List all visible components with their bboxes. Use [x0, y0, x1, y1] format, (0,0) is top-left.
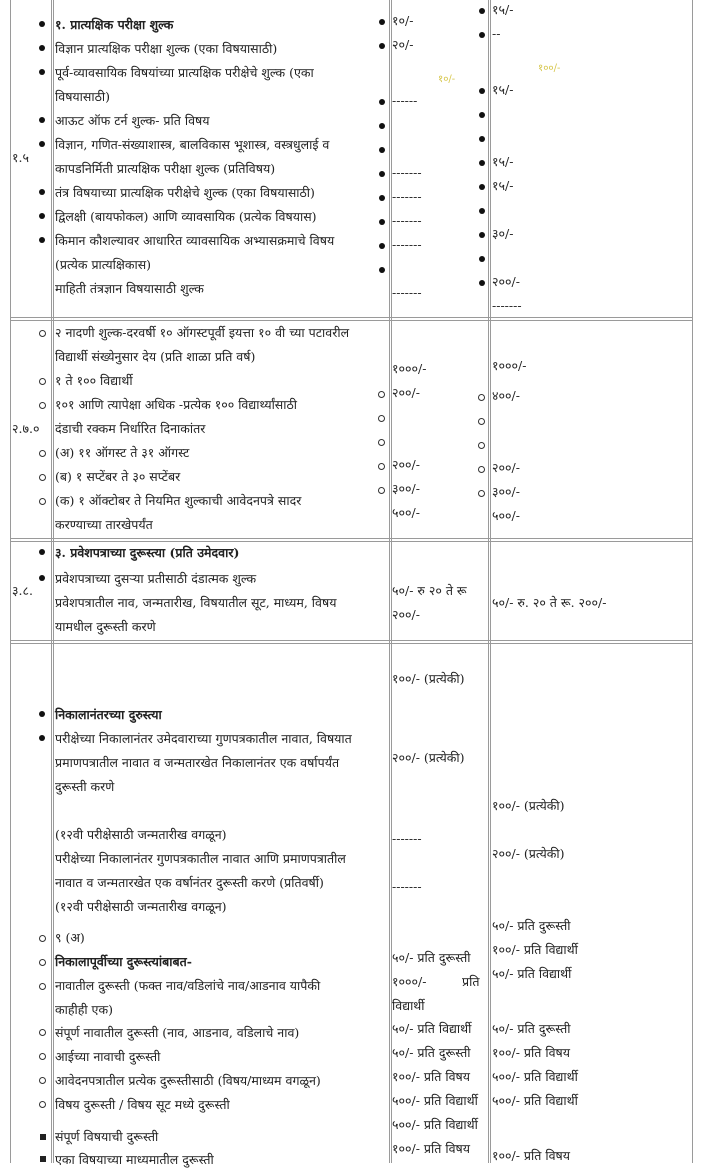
circle-bullet-icon [39, 450, 46, 457]
table-border [389, 0, 390, 1163]
circle-bullet-icon [39, 1077, 46, 1084]
section-number: १.५ [12, 150, 29, 165]
bullet-icon [39, 117, 45, 123]
fee-item: विद्यार्थी संख्येनुसार देय (प्रति शाळा प्रति वर्ष) [55, 349, 256, 364]
fee-item [55, 61, 389, 85]
fee-value: १००/- प्रति विषय [392, 1141, 471, 1156]
fee-value: ------- [392, 165, 422, 180]
circle-bullet-icon [39, 983, 46, 990]
bullet-icon [479, 208, 485, 214]
fee-item: विषय दुरूस्ती / विषय सूट मध्ये दुरूस्ती [55, 1097, 230, 1112]
bullet-icon [479, 232, 485, 238]
bullet-icon [479, 112, 485, 118]
fee-value: २००/- [492, 274, 520, 289]
circle-bullet-icon [39, 402, 46, 409]
fee-value: ५०/- प्रति दुरूस्ती [492, 1021, 571, 1036]
fee-value: ५०/- प्रति दुरूस्ती [392, 1045, 471, 1060]
bullet-icon [379, 243, 385, 249]
fee-item: नावातील दुरूस्ती (फक्त नाव/वडिलांचे नाव/आडनाव यापैकी [55, 978, 321, 993]
circle-bullet-icon [39, 1029, 46, 1036]
bullet-icon [479, 280, 485, 286]
table-border [488, 0, 489, 1163]
circle-bullet-icon [39, 498, 46, 505]
fee-item: एका विषयाच्या माध्यमातील दुरूस्ती [55, 1152, 214, 1167]
fee-value: २००/- (प्रत्येकी) [392, 750, 465, 765]
fee-value: ५०/- प्रति दुरूस्ती [492, 918, 571, 933]
fee-value: प्रति [462, 974, 480, 989]
bullet-icon [479, 8, 485, 14]
fee-item: माहिती तंत्रज्ञान विषयासाठी शुल्क [55, 281, 204, 296]
row-divider [10, 643, 693, 644]
fee-item: किमान कौशल्यावर आधारित व्यावसायिक अभ्यासक्रमाचे विषय [55, 233, 335, 248]
circle-bullet-icon [378, 391, 385, 398]
fee-value: २००/- [492, 460, 520, 475]
fee-value: २००/- [392, 607, 420, 622]
fee-item: विज्ञान प्रात्यक्षिक परीक्षा शुल्क (एका विषयासाठी) [55, 41, 278, 56]
bullet-icon [479, 256, 485, 262]
fee-item: (प्रत्येक प्रात्यक्षिकास) [55, 257, 152, 272]
fee-value: ३००/- [492, 484, 520, 499]
fee-item: २ नादणी शुल्क-दरवर्षी १० ऑगस्टपूर्वी इयत्ता १० वी च्या पटावरील [55, 325, 350, 340]
bullet-icon [39, 213, 45, 219]
fee-value: १०००/- [492, 358, 527, 373]
circle-bullet-icon [39, 330, 46, 337]
fee-value: १०/- [392, 13, 414, 28]
circle-bullet-icon [478, 418, 485, 425]
fee-item: दंडाची रक्कम निर्धारित दिनाकांतर [55, 421, 206, 436]
fee-value: ५०/- प्रति विद्यार्थी [492, 966, 572, 981]
bullet-icon [39, 189, 45, 195]
bullet-icon [39, 69, 45, 75]
circle-bullet-icon [478, 394, 485, 401]
fee-value: २०/- [392, 37, 414, 52]
bullet-icon [39, 141, 45, 147]
faint-mark: १००/- [538, 63, 561, 74]
fee-value: ------- [492, 298, 522, 313]
circle-bullet-icon [478, 490, 485, 497]
fee-value: ५००/- [492, 508, 520, 523]
fee-item: आवेदनपत्रातील प्रत्येक दुरूस्तीसाठी (विषय/माध्यम वगळून) [55, 1073, 321, 1088]
bullet-icon [479, 32, 485, 38]
circle-bullet-icon [378, 463, 385, 470]
bullet-icon [39, 237, 45, 243]
fee-value: २००/- [392, 385, 420, 400]
fee-value: २००/- [392, 457, 420, 472]
fee-value: ------- [392, 879, 422, 894]
fee-value: ------- [392, 831, 422, 846]
bullet-icon [379, 19, 385, 25]
bullet-icon [379, 99, 385, 105]
bullet-icon [479, 160, 485, 166]
bullet-icon [39, 735, 45, 741]
fee-item: प्रवेशपत्रातील नाव, जन्मतारीख, विषयातील सूट, माध्यम, विषय [55, 595, 337, 610]
fee-value: ------- [392, 285, 422, 300]
fee-item: ९ (अ) [55, 930, 85, 945]
fee-value: ------- [392, 189, 422, 204]
fee-item: (१२वी परीक्षेसाठी जन्मतारीख वगळून) [55, 827, 227, 842]
fee-item: यामधील दुरूस्ती करणे [55, 619, 156, 634]
table-border [692, 0, 693, 1163]
fee-value: १००/- प्रति विद्यार्थी [492, 942, 578, 957]
fee-value: १५/- [492, 154, 514, 169]
fee-value: -- [492, 26, 501, 41]
circle-bullet-icon [39, 935, 46, 942]
fee-value: ५०/- प्रति विद्यार्थी [392, 1021, 472, 1036]
fee-value: १५/- [492, 2, 514, 17]
fee-value: ५००/- प्रति विद्यार्थी [392, 1117, 478, 1132]
section-heading: १. प्रात्यक्षिक परीक्षा शुल्क [55, 17, 174, 32]
circle-bullet-icon [478, 466, 485, 473]
fee-value: ------- [392, 213, 422, 228]
fee-value: १००/- (प्रत्येकी) [392, 671, 465, 686]
fee-item: नावात व जन्मतारखेत एक वर्षानंतर दुरूस्ती करणे (प्रतिवर्षी) [55, 875, 324, 890]
fee-item: (अ) ११ ऑगस्ट ते ३१ ऑगस्ट [55, 445, 190, 460]
fee-value: ------- [392, 237, 422, 252]
bullet-icon [379, 195, 385, 201]
fee-value: ५००/- प्रति विद्यार्थी [492, 1093, 578, 1108]
fee-item: कापडनिर्मिती प्रात्यक्षिक परीक्षा शुल्क (प्रतिविषय) [55, 161, 276, 176]
bullet-icon [379, 43, 385, 49]
fee-item: प्रवेशपत्राच्या दुसऱ्या प्रतीसाठी दंडात्मक शुल्क [55, 571, 257, 586]
fee-value: ३००/- [392, 481, 420, 496]
fee-item: आईच्या नावाची दुरूस्ती [55, 1049, 161, 1064]
fee-item: विषयासाठी) [55, 89, 110, 104]
fee-item: १ ते १०० विद्यार्थी [55, 373, 133, 388]
circle-bullet-icon [39, 1053, 46, 1060]
fee-item: परीक्षेच्या निकालानंतर गुणपत्रकातील नावात आणि प्रमाणपत्रातील [55, 851, 346, 866]
row-divider [10, 640, 693, 641]
circle-bullet-icon [378, 439, 385, 446]
fee-value: ५०/- रु. २० ते रू. २००/- [492, 595, 607, 610]
section-heading: ३. प्रवेशपत्राच्या दुरूस्त्या (प्रति उमेदवार) [55, 545, 240, 560]
fee-value: १००/- (प्रत्येकी) [492, 798, 565, 813]
fee-item: प्रमाणपत्रातील नावात व जन्मतारखेत निकालानंतर एक वर्षापर्यंत [55, 755, 340, 770]
fee-value: १००/- प्रति विषय [392, 1069, 471, 1084]
bullet-icon [379, 171, 385, 177]
section-heading: निकालानंतरच्या दुरुस्त्या [55, 707, 162, 722]
fee-item: (१२वी परीक्षेसाठी जन्मतारीख वगळून) [55, 899, 227, 914]
circle-bullet-icon [39, 378, 46, 385]
fee-value: ५००/- [392, 505, 420, 520]
fee-value: १५/- [492, 178, 514, 193]
bullet-icon [39, 21, 45, 27]
circle-bullet-icon [39, 474, 46, 481]
fee-value: ५००/- प्रति विद्यार्थी [392, 1093, 478, 1108]
fee-item: १०१ आणि त्यापेक्षा अधिक -प्रत्येक १०० विद्यार्थ्यांसाठी [55, 397, 297, 412]
fee-value: ५००/- प्रति विद्यार्थी [492, 1069, 578, 1084]
bullet-icon [479, 136, 485, 142]
fee-value: ५०/- प्रति दुरूस्ती [392, 950, 471, 965]
section-number: ३.८. [12, 583, 33, 598]
bullet-icon [39, 575, 45, 581]
fee-item: दुरूस्ती करणे [55, 779, 115, 794]
bullet-icon [379, 123, 385, 129]
table-border [10, 0, 11, 1163]
circle-bullet-icon [39, 1101, 46, 1108]
fee-item: आऊट ऑफ टर्न शुल्क- प्रति विषय [55, 113, 210, 128]
table-border [490, 0, 491, 1163]
bullet-icon [379, 147, 385, 153]
bullet-icon [379, 219, 385, 225]
fee-value: ------ [392, 93, 418, 108]
fee-item: द्विलक्षी (बायफोकल) आणि व्यावसायिक (प्रत्येक विषयास) [55, 209, 317, 224]
circle-bullet-icon [378, 415, 385, 422]
fee-item: काहीही एक) [55, 1002, 113, 1017]
table-border [51, 0, 52, 1163]
fee-item: परीक्षेच्या निकालानंतर उमेदवाराच्या गुणपत्रकातील नावात, विषयात [55, 731, 352, 746]
bullet-icon [479, 184, 485, 190]
fee-item: (क) १ ऑक्टोबर ते नियमित शुल्काची आवेदनपत्रे सादर [55, 493, 302, 508]
fee-item: विज्ञान, गणित-संख्याशास्त्र, बालविकास भूशास्त्र, वस्त्रधुलाई व [55, 137, 330, 152]
row-divider [10, 538, 693, 539]
fee-value: २००/- (प्रत्येकी) [492, 846, 565, 861]
circle-bullet-icon [478, 442, 485, 449]
fee-item: (ब) १ सप्टेंबर ते ३० सप्टेंबर [55, 469, 181, 484]
section-number: २.७.० [12, 421, 40, 436]
fee-item: संपूर्ण विषयाची दुरूस्ती [55, 1129, 159, 1144]
fee-value: ५०/- रु २० ते रू [392, 583, 467, 598]
fee-value: ४००/- [492, 388, 520, 403]
fee-item: करण्याच्या तारखेपर्यंत [55, 517, 153, 532]
fee-value: १००/- प्रति विषय [492, 1045, 571, 1060]
bullet-icon [39, 45, 45, 51]
table-border [53, 0, 54, 1163]
circle-bullet-icon [39, 959, 46, 966]
bullet-icon [379, 267, 385, 273]
circle-bullet-icon [378, 487, 385, 494]
fee-item: संपूर्ण नावातील दुरूस्ती (नाव, आडनाव, वडिलाचे नाव) [55, 1025, 300, 1040]
fee-item-text: पूर्व-व्यावसायिक विषयांच्या प्रात्यक्षिक परीक्षेचे शुल्क (एका [55, 65, 314, 80]
fee-value: १०००/- [392, 974, 427, 989]
fee-value: विद्यार्थी [392, 998, 425, 1013]
section-heading: निकालापूर्वीच्या दुरूस्त्यांबाबत- [55, 954, 192, 969]
faint-mark: १०/- [438, 74, 456, 85]
fee-item: तंत्र विषयाच्या प्रात्यक्षिक परीक्षेचे शुल्क (एका विषयासाठी) [55, 185, 315, 200]
fee-value: १०००/- [392, 361, 427, 376]
bullet-icon [39, 549, 45, 555]
square-bullet-icon [40, 1134, 46, 1140]
fee-value: १५/- [492, 82, 514, 97]
fee-value: १००/- प्रति विषय [492, 1148, 571, 1163]
square-bullet-icon [40, 1156, 46, 1162]
bullet-icon [39, 711, 45, 717]
fee-value: ३०/- [492, 226, 514, 241]
bullet-icon [479, 88, 485, 94]
